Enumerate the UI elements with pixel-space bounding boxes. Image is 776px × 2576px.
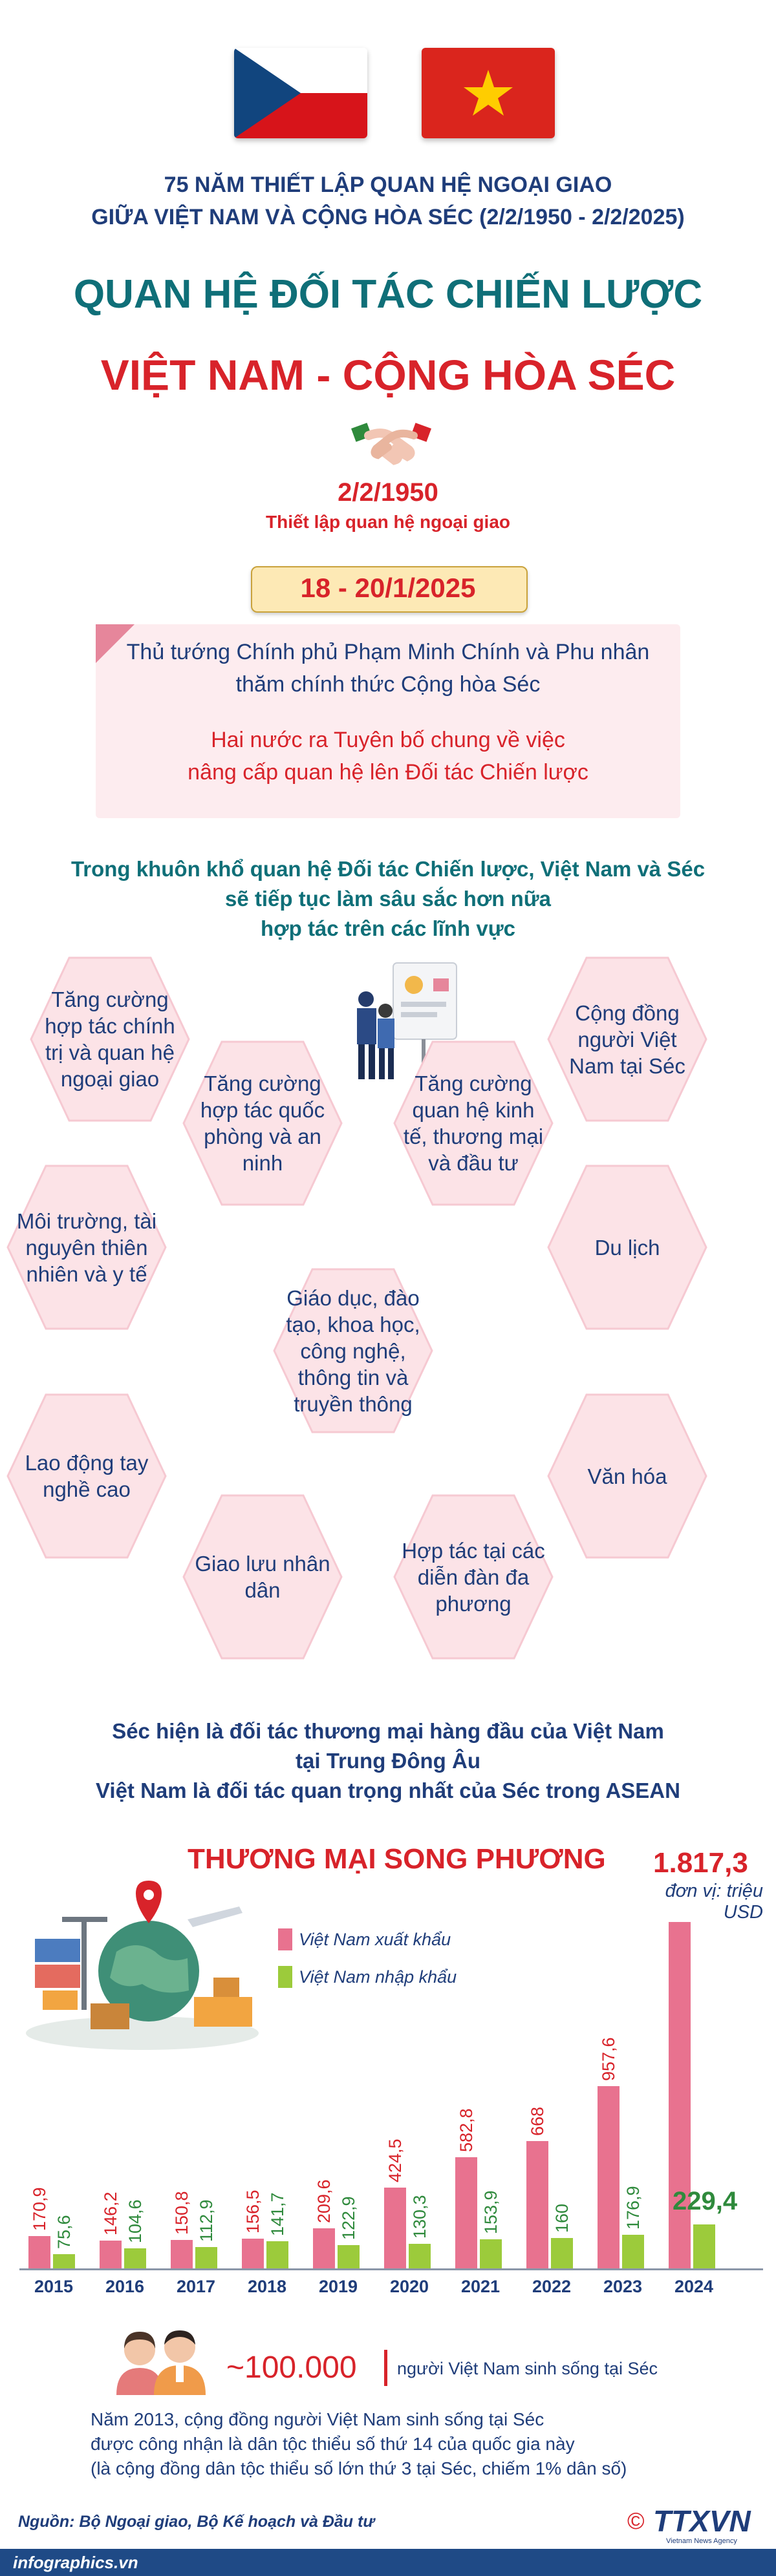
legend-export: Việt Nam xuất khẩu [299, 1930, 451, 1949]
visit-line4: nâng cấp quan hệ lên Đối tác Chiến lược [188, 760, 588, 785]
export-bar [242, 2239, 264, 2268]
field-hexagon [5, 1392, 168, 1560]
people-icon [110, 2327, 207, 2395]
export-value-label: 150,8 [172, 2190, 191, 2235]
import-bar [551, 2238, 573, 2268]
year-label: 2023 [603, 2277, 643, 2296]
legend-import-swatch [278, 1966, 292, 1988]
source-note: Nguồn: Bộ Ngoại giao, Bộ Kế hoạch và Đầu tư [18, 2513, 375, 2531]
export-bar [455, 2157, 477, 2268]
import-bar [195, 2247, 217, 2268]
field-hexagon [546, 1392, 709, 1560]
community-count-desc: người Việt Nam sinh sống tại Séc [397, 2359, 658, 2378]
header-line2: GIỮA VIỆT NAM VÀ CỘNG HÒA SÉC (2/2/1950 - 2/2/2025) [91, 205, 685, 229]
ttxvn-logo-sub: Vietnam News Agency [666, 2537, 737, 2545]
field-hexagon [546, 955, 709, 1123]
framework-line1: Trong khuôn khổ quan hệ Đối tác Chiến lược, Việt Nam và Séc [70, 857, 706, 881]
import-value-label: 141,7 [268, 2192, 287, 2237]
field-label: Văn hóa [587, 1464, 667, 1488]
export-bar [384, 2188, 406, 2268]
community-line2: được công nhận là dân tộc thiểu số thứ 14 của quốc gia này [91, 2434, 575, 2454]
year-label: 2019 [318, 2277, 358, 2296]
field-hexagon [546, 1163, 709, 1331]
page-subtitle: VIỆT NAM - CỘNG HÒA SÉC [100, 351, 676, 399]
visit-line1: Thủ tướng Chính phủ Phạm Minh Chính và Phu nhân [126, 640, 650, 664]
export-value-label: 582,8 [457, 2108, 476, 2153]
milestone-date: 2/2/1950 [338, 478, 438, 507]
visit-line3: Hai nước ra Tuyên bố chung về việc [211, 728, 565, 752]
x-axis [19, 2268, 763, 2270]
field-label: Cộng đồng người Việt Nam tại Séc [569, 1000, 685, 1078]
import-bar [693, 2224, 715, 2268]
year-label: 2022 [532, 2277, 572, 2296]
export-bar [171, 2240, 193, 2268]
visit-date: 18 - 20/1/2025 [300, 573, 476, 603]
import-bar [409, 2244, 431, 2268]
export-bar [28, 2236, 50, 2268]
import-bar [266, 2241, 288, 2268]
year-label: 2017 [176, 2277, 216, 2296]
czech-flag [234, 48, 367, 138]
field-hexagon [181, 1493, 344, 1661]
year-label: 2015 [34, 2277, 74, 2296]
import-bar [124, 2248, 146, 2268]
year-label: 2021 [460, 2277, 501, 2296]
field-hexagon [28, 955, 191, 1123]
handshake-icon [349, 414, 433, 472]
year-label: 2016 [105, 2277, 145, 2296]
export-bar [598, 2086, 620, 2268]
field-hexagon [181, 1039, 344, 1207]
ttxvn-logo: TTXVN [653, 2504, 751, 2538]
legend-export-swatch [278, 1928, 292, 1950]
field-label: Lao động tay nghề cao [25, 1451, 149, 1501]
year-label: 2020 [389, 2277, 429, 2296]
site-link[interactable]: infographics.vn [13, 2553, 138, 2572]
page-title: QUAN HỆ ĐỐI TÁC CHIẾN LƯỢC [73, 272, 703, 317]
import-bar [622, 2235, 644, 2268]
export-value-label: 170,9 [30, 2187, 49, 2231]
export-bar [100, 2241, 122, 2268]
field-hexagon [5, 1163, 168, 1331]
field-label: Tăng cường hợp tác chính trị và quan hệ ngoại giao [45, 987, 175, 1091]
import-value-label: 160 [552, 2203, 572, 2233]
export-value-label: 1.817,3 [653, 1847, 748, 1879]
visit-line2: thăm chính thức Cộng hòa Séc [235, 672, 541, 697]
export-bar [313, 2228, 335, 2268]
copyright-mark: © [627, 2507, 645, 2534]
field-label: Giao lưu nhân dân [195, 1552, 330, 1602]
field-label: Giáo dục, đào tạo, khoa học, công nghệ, thông tin và truyền thông [286, 1285, 420, 1416]
import-value-label: 75,6 [54, 2215, 74, 2249]
export-value-label: 156,5 [243, 2190, 263, 2233]
field-hexagon [392, 1039, 555, 1207]
export-bar [669, 1922, 691, 2268]
field-label: Du lịch [594, 1235, 660, 1260]
import-value-label: 229,4 [673, 2187, 738, 2216]
export-value-label: 424,5 [385, 2138, 405, 2182]
field-label: Tăng cường quan hệ kinh tế, thương mại và đầu tư [403, 1072, 544, 1175]
chart-title: THƯƠNG MẠI SONG PHƯƠNG [188, 1843, 606, 1875]
field-label: Tăng cường hợp tác quốc phòng và an ninh [200, 1072, 325, 1175]
community-line3: (là cộng đồng dân tộc thiểu số lớn thứ 3 tại Séc, chiếm 1% dân số) [91, 2458, 627, 2478]
field-label: Hợp tác tại các diễn đàn đa phương [402, 1538, 545, 1616]
export-value-label: 957,6 [599, 2037, 618, 2081]
partners-line3: Việt Nam là đối tác quan trọng nhất của Séc trong ASEAN [96, 1779, 680, 1802]
export-value-label: 209,6 [314, 2179, 334, 2224]
field-hexagon [272, 1267, 435, 1435]
year-label: 2024 [674, 2277, 714, 2296]
legend-import: Việt Nam nhập khẩu [299, 1967, 457, 1987]
trade-illustration [19, 1881, 265, 2055]
community-count: ~100.000 [226, 2350, 357, 2385]
import-value-label: 176,9 [623, 2186, 643, 2230]
milestone-desc: Thiết lập quan hệ ngoại giao [265, 512, 510, 532]
field-label: Môi trường, tài nguyên thiên nhiên và y tế [16, 1209, 157, 1286]
chart-unit: đơn vị: triệu USD [665, 1881, 763, 1923]
import-value-label: 153,9 [481, 2190, 501, 2234]
import-bar [53, 2254, 75, 2268]
framework-line2: sẽ tiếp tục làm sâu sắc hơn nữa [224, 887, 552, 911]
framework-line3: hợp tác trên các lĩnh vực [261, 916, 515, 940]
year-label: 2018 [247, 2277, 287, 2296]
export-bar [526, 2141, 548, 2268]
community-line1: Năm 2013, cộng đồng người Việt Nam sinh sống tại Séc [91, 2409, 544, 2429]
import-bar [338, 2245, 360, 2268]
vietnam-flag [422, 48, 555, 138]
import-value-label: 122,9 [339, 2196, 358, 2240]
export-value-label: 668 [528, 2107, 547, 2137]
community-divider [384, 2350, 387, 2386]
export-value-label: 146,2 [101, 2191, 120, 2235]
import-bar [480, 2239, 502, 2268]
header-line1: 75 NĂM THIẾT LẬP QUAN HỆ NGOẠI GIAO [164, 173, 612, 197]
import-value-label: 130,3 [410, 2195, 429, 2239]
import-value-label: 104,6 [125, 2199, 145, 2244]
field-hexagon [392, 1493, 555, 1661]
partners-line2: tại Trung Đông Âu [296, 1749, 480, 1773]
partners-line1: Séc hiện là đối tác thương mại hàng đầu của Việt Nam [112, 1719, 664, 1743]
import-value-label: 112,9 [197, 2199, 216, 2242]
